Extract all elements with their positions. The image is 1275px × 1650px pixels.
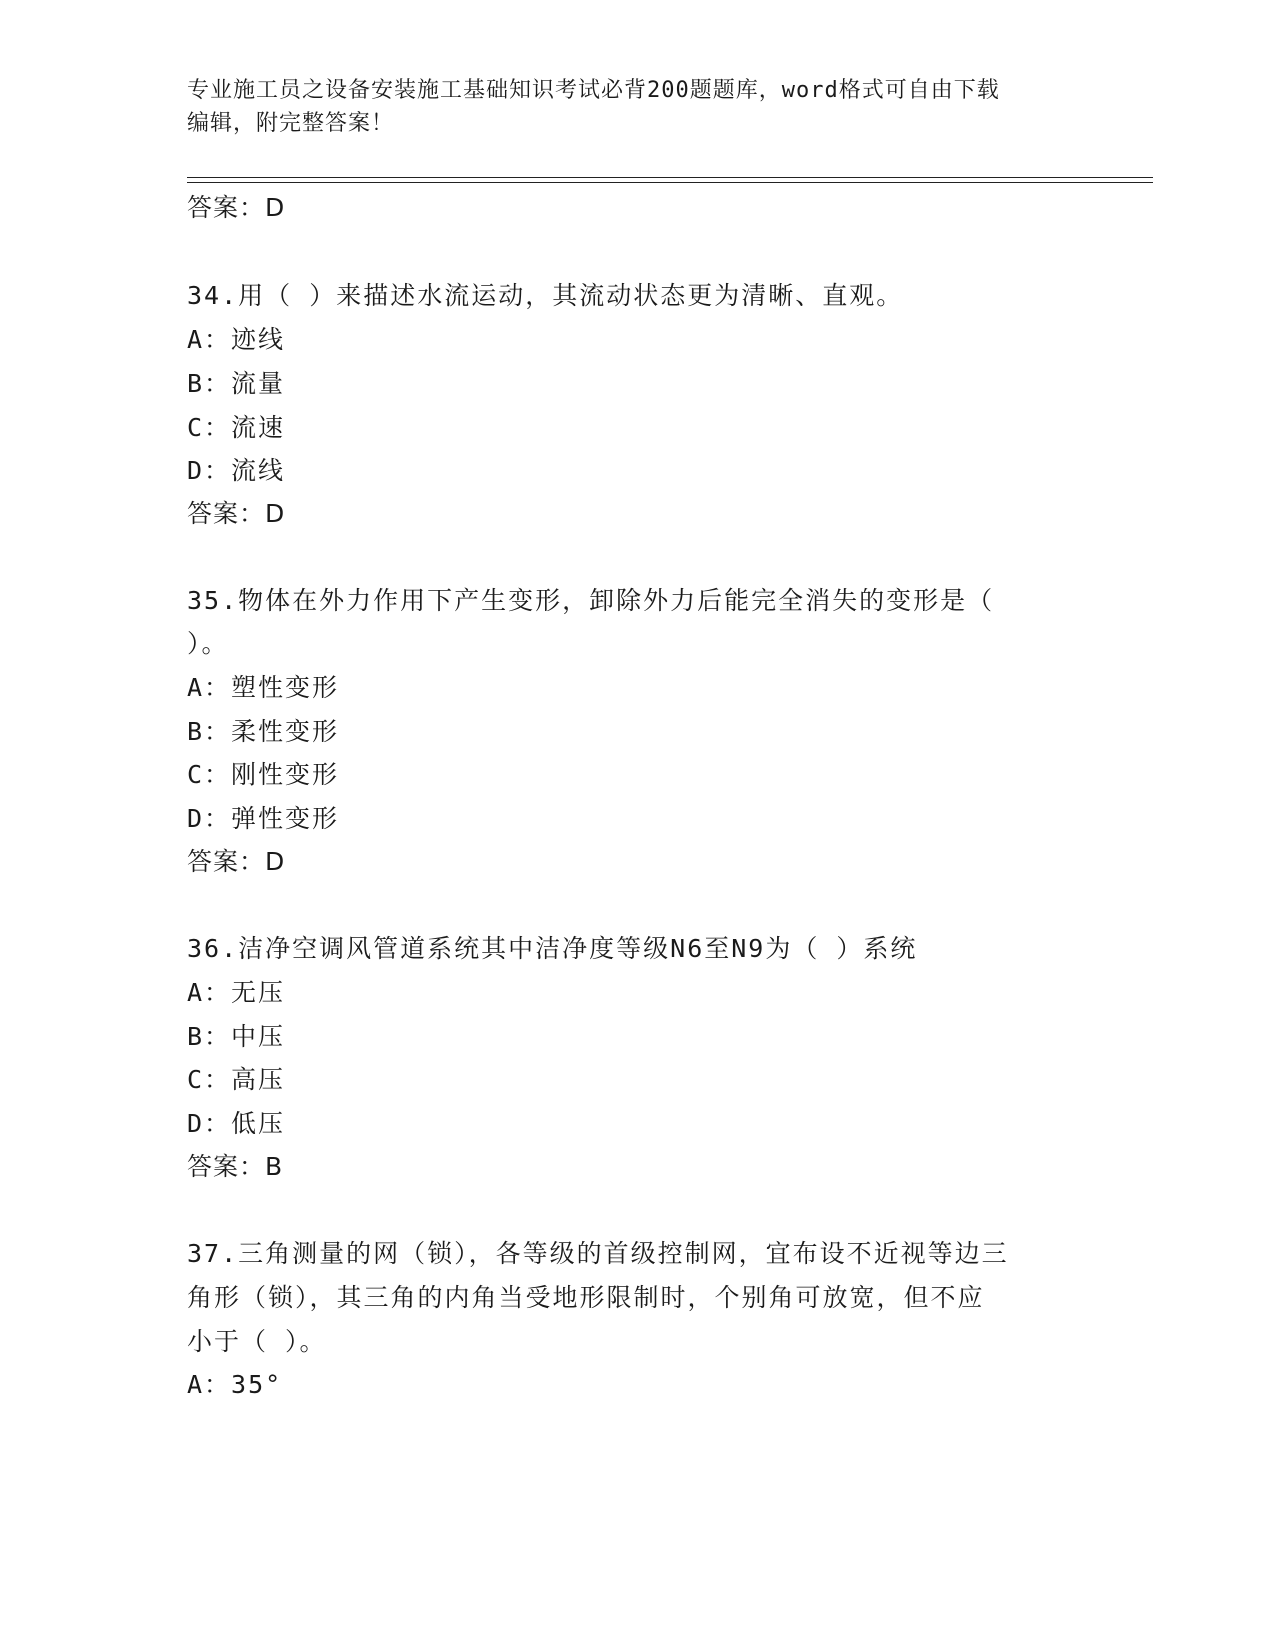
question-37-option-a: A：35°: [187, 1370, 283, 1399]
question-36-option-a: A：无压: [187, 978, 286, 1007]
header-title-line1: 专业施工员之设备安装施工基础知识考试必背200题题库，word格式可自由下载: [187, 78, 1000, 103]
question-35-stem-line1: 35.物体在外力作用下产生变形，卸除外力后能完全消失的变形是（: [187, 586, 995, 615]
question-34-stem: 34.用（ ）来描述水流运动，其流动状态更为清晰、直观。: [187, 281, 904, 310]
question-35-stem-line2: ）。: [187, 629, 229, 658]
question-34-answer: 答案：D: [187, 499, 286, 528]
header-divider-top: [187, 177, 1153, 178]
question-36-stem: 36.洁净空调风管道系统其中洁净度等级N6至N9为（ ）系统: [187, 934, 918, 963]
page-header: [187, 74, 1087, 140]
question-37-stem-line3: 小于（ ）。: [187, 1327, 327, 1356]
question-35-option-c: C：刚性变形: [187, 760, 340, 789]
question-36-answer: 答案：B: [187, 1152, 284, 1181]
question-34-option-a: A：迹线: [187, 325, 286, 354]
question-35-option-d: D：弹性变形: [187, 804, 340, 833]
question-36-option-b: B：中压: [187, 1022, 286, 1051]
question-35-answer: 答案：D: [187, 847, 286, 876]
question-36-option-c: C：高压: [187, 1065, 286, 1094]
question-35-option-b: B：柔性变形: [187, 717, 340, 746]
question-36-option-d: D：低压: [187, 1109, 286, 1138]
question-34-option-d: D：流线: [187, 456, 286, 485]
previous-answer: 答案：D: [187, 193, 286, 222]
question-34-option-b: B：流量: [187, 369, 286, 398]
question-37-stem-line1: 37.三角测量的网（锁），各等级的首级控制网，宜布设不近视等边三: [187, 1239, 1009, 1268]
question-37-stem-line2: 角形（锁），其三角的内角当受地形限制时，个别角可放宽，但不应: [187, 1283, 985, 1312]
header-title-line2: 编辑，附完整答案！: [187, 111, 395, 136]
header-divider-bottom: [187, 182, 1153, 183]
question-34-option-c: C：流速: [187, 413, 286, 442]
question-35-option-a: A：塑性变形: [187, 673, 340, 702]
